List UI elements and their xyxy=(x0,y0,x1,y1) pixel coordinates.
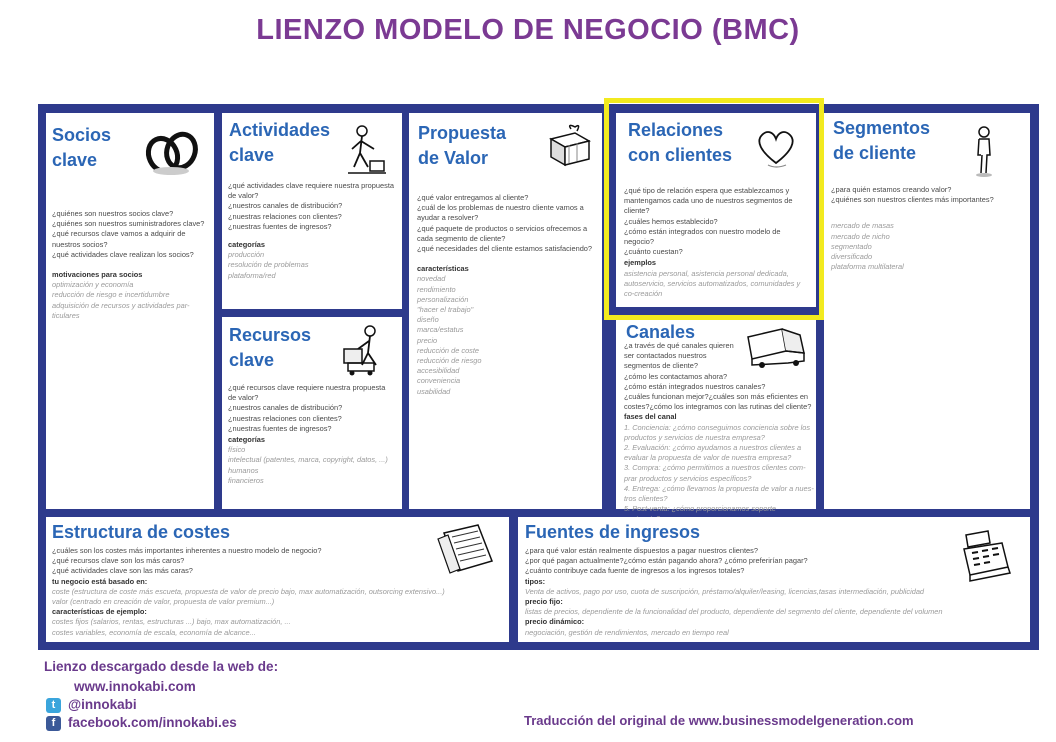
channels-item: 3. Compra: ¿cómo permitimos a nuestros clientes com-prar productos y servicios específicos? xyxy=(624,463,806,483)
costs-item: valor (centrado en creación de valor, propuesta de valor premium...) xyxy=(52,597,275,607)
segments-item: plataforma multilateral xyxy=(831,262,904,272)
chain-links-icon xyxy=(141,127,203,177)
channels-title: Canales xyxy=(626,322,696,342)
relationships-q: ¿cuánto cuestan? xyxy=(624,247,683,257)
revenue-sub: precio dinámico: xyxy=(525,617,585,627)
activities-title-1: Actividades xyxy=(229,120,331,140)
resources-q: ¿nuestras fuentes de ingresos? xyxy=(228,423,332,433)
revenue-item: negociación, gestión de rendimientos, mercado en tiempo real xyxy=(525,627,729,637)
value-q: ¿cuál de los problemas de nuestro cliente vamos a ayudar a resolver? xyxy=(417,203,584,223)
value-q: ¿qué valor entregamos al cliente? xyxy=(417,193,529,202)
segments-q: ¿quiénes son nuestros clientes más importantes? xyxy=(831,195,994,205)
revenue-item: Venta de activos, pago por uso, cuota de suscripción, préstamo/alquiler/leasing, licencias,tasas intermediación, publicidad xyxy=(525,586,925,596)
value-item: novedad xyxy=(417,274,446,284)
value-item: conveniencia xyxy=(417,376,461,386)
costs-title: Estructura de costes xyxy=(52,522,231,542)
revenue-q: ¿cuánto contribuye cada fuente de ingresos a los ingresos totales? xyxy=(525,566,745,576)
relationships-title-1: Relaciones xyxy=(628,120,724,140)
resources-q: ¿qué recursos clave requiere nuestra propuesta de valor? xyxy=(228,383,386,403)
relationships-sub: ejemplos xyxy=(624,258,657,268)
value-q: ¿qué paquete de productos o servicios ofrecemos a cada segmento de cliente? xyxy=(417,223,588,243)
value-item: diseño xyxy=(417,315,439,325)
value-item: usabilidad xyxy=(417,386,451,396)
resources-title xyxy=(229,323,311,373)
resources-content xyxy=(228,383,394,486)
channels-item: 4. Entrega: ¿cómo llevamos la propuesta de valor a nues-tros clientes? xyxy=(624,483,814,504)
activities-content xyxy=(228,181,394,281)
value-item: reducción de riesgo xyxy=(417,356,482,366)
activities-sub: categorías xyxy=(228,240,265,250)
channels-q: ¿a través de qué canales quieren ser contactados nuestros segmentos de cliente? xyxy=(624,341,734,371)
footer-site-link[interactable]: www.innokabi.com xyxy=(74,679,196,694)
channels-item: 1. Conciencia: ¿cómo conseguimos conciencia sobre los productos y servicios de nuestra empresa? xyxy=(624,422,811,442)
value-item: precio xyxy=(417,335,438,345)
box-cost-structure xyxy=(46,517,509,642)
relationships-item: asistencia personal, asistencia personal dedicada, autoservicio, servicios automatizados, comunidades y co-creación xyxy=(624,268,801,299)
value-item: "hacer el trabajo" xyxy=(417,305,474,315)
relationships-title-2: con clientes xyxy=(628,145,733,165)
value-sub: características xyxy=(417,264,469,274)
revenue-sub: tipos: xyxy=(525,576,546,586)
resources-q: ¿nuestras relaciones con clientes? xyxy=(228,413,342,423)
costs-item: costes fijos (salarios, rentas, estructuras ...) bajo, max automatización, ... xyxy=(52,617,291,627)
revenue-content xyxy=(525,546,995,638)
costs-sub: características de ejemplo: xyxy=(52,607,147,617)
resources-item: intelectual (patentes, marca, copyright, datos, ...) xyxy=(228,455,388,465)
revenue-item: listas de precios, dependiente de la funcionalidad del producto, dependiente del segmento del cliente, dependiente del volumen xyxy=(525,607,943,617)
revenue-sub: precio fijo: xyxy=(525,597,563,607)
revenue-q: ¿para qué valor están realmente dispuestos a pagar nuestros clientes? xyxy=(525,546,758,555)
costs-q: ¿qué actividades clave son las más caras? xyxy=(52,566,193,576)
value-item: rendimiento xyxy=(417,284,456,294)
segments-title xyxy=(833,116,930,166)
value-content xyxy=(417,193,597,397)
segments-q: ¿para quién estamos creando valor? xyxy=(831,185,952,194)
costs-sub: tu negocio está basado en: xyxy=(52,576,148,586)
channels-q: ¿cuáles funcionan mejor?¿cuáles son más eficientes en costes?¿cómo los integramos con las rutinas del cliente? xyxy=(624,392,812,412)
segments-item: mercado de masas xyxy=(831,221,894,231)
partners-sub: motivaciones para socios xyxy=(52,270,143,280)
activities-item: producción xyxy=(228,250,265,260)
relationships-q: ¿cómo están integrados con nuestro modelo de negocio? xyxy=(624,226,781,247)
value-item: personalización xyxy=(417,294,469,304)
segments-item: diversificado xyxy=(831,252,873,262)
facebook-icon: f xyxy=(46,716,61,731)
resources-title-1: Recursos xyxy=(229,325,312,345)
resources-title-2: clave xyxy=(229,350,275,370)
partners-item: reducción de riesgo e incertidumbre xyxy=(52,290,170,300)
box-key-partners xyxy=(46,113,214,509)
channels-content xyxy=(624,341,814,525)
activities-q: ¿nuestros canales de distribución? xyxy=(228,201,343,211)
resources-item: físico xyxy=(228,445,246,455)
costs-q: ¿qué recursos clave son los más caros? xyxy=(52,556,185,566)
resources-q: ¿nuestros canales de distribución? xyxy=(228,403,343,413)
activities-q: ¿qué actividades clave requiere nuestra propuesta de valor? xyxy=(228,181,394,201)
partners-content xyxy=(52,209,208,321)
partners-q: ¿quiénes son nuestros socios clave? xyxy=(52,209,174,218)
costs-item: costes variables, economía de escala, economía de alcance... xyxy=(52,627,256,637)
box-key-resources xyxy=(222,317,402,509)
partners-q: ¿quiénes son nuestros suministradores clave? xyxy=(52,219,205,229)
revenue-title: Fuentes de ingresos xyxy=(525,522,701,542)
value-item: accesibilidad xyxy=(417,366,460,376)
partners-q: ¿qué recursos clave vamos a adquirir de nuestros socios? xyxy=(52,229,186,249)
value-title xyxy=(418,121,506,171)
value-item: marca/estatus xyxy=(417,325,464,335)
value-q: ¿qué necesidades del cliente estamos satisfaciendo? xyxy=(417,244,593,254)
costs-content xyxy=(52,546,492,638)
costs-q: ¿cuáles son los costes más importantes inherentes a nuestro modelo de negocio? xyxy=(52,546,322,555)
resources-item: financieros xyxy=(228,475,264,485)
revenue-q: ¿por qué pagan actualmente?¿cómo están pagando ahora? ¿cómo preferirían pagar? xyxy=(525,556,808,566)
box-value-proposition xyxy=(409,113,602,509)
resources-sub: categorías xyxy=(228,435,265,445)
box-key-activities xyxy=(222,113,402,309)
relationships-q: ¿qué tipo de relación espera que establezcamos y mantengamos cada uno de nuestros segmentos de cliente? xyxy=(624,186,793,216)
activities-item: resolución de problemas xyxy=(228,260,309,270)
segments-item: segmentado xyxy=(831,241,872,251)
channels-q: ¿cómo están integrados nuestros canales? xyxy=(624,381,766,391)
activities-title-2: clave xyxy=(229,145,275,165)
resources-item: humanos xyxy=(228,465,259,475)
partners-title xyxy=(52,123,111,173)
partners-q: ¿qué actividades clave realizan los socios? xyxy=(52,249,194,259)
footer-facebook-link[interactable]: facebook.com/innokabi.es xyxy=(68,715,237,730)
value-title-2: de Valor xyxy=(418,148,489,168)
segments-item: mercado de nicho xyxy=(831,231,890,241)
highlight-frame xyxy=(604,98,824,320)
partners-title-2: clave xyxy=(52,150,98,170)
costs-item: coste (estructura de coste más escueta, propuesta de valor de precio bajo, max automatización, outsorcing extensivo...) xyxy=(52,586,445,596)
footer-translation: Traducción del original de www.businessmodelgeneration.com xyxy=(524,713,914,728)
person-icon xyxy=(970,125,998,177)
activities-item: plataforma/red xyxy=(228,270,276,280)
value-title-1: Propuesta xyxy=(418,123,507,143)
partners-item: optimización y economía xyxy=(52,280,134,290)
box-revenue-streams xyxy=(518,517,1030,642)
partners-title-1: Socios xyxy=(52,125,112,145)
segments-title-1: Segmentos xyxy=(833,118,931,138)
worker-activity-icon xyxy=(344,123,390,179)
page-title: LIENZO MODELO DE NEGOCIO (BMC) xyxy=(256,14,800,46)
channels-item: 5. Post-venta: ¿cómo proporcionamos soporte xyxy=(624,504,776,514)
segments-title-2: de cliente xyxy=(833,143,917,163)
box-channels xyxy=(616,317,816,514)
worker-resources-icon xyxy=(340,323,392,379)
channels-item: 2. Evaluación: ¿cómo ayudamos a nuestros clientes a evaluar la propuesta de valor de nuestra empresa? xyxy=(624,443,802,463)
twitter-icon: t xyxy=(46,698,61,713)
activities-q: ¿nuestras relaciones con clientes? xyxy=(228,211,342,221)
footer-downloaded: Lienzo descargado desde la web de: xyxy=(44,659,279,674)
channels-sub: fases del canal xyxy=(624,412,677,422)
relationships-q: ¿cuáles hemos establecido? xyxy=(624,216,718,226)
footer-twitter-link[interactable]: @innokabi xyxy=(68,697,137,712)
partners-item: adquisición de recursos y actividades par-ticulares xyxy=(52,300,190,320)
gift-box-icon xyxy=(545,123,595,169)
activities-q: ¿nuestras fuentes de ingresos? xyxy=(228,221,332,231)
activities-title xyxy=(229,118,330,168)
box-customer-segments xyxy=(824,113,1030,509)
value-item: reducción de coste xyxy=(417,345,480,355)
channels-q: ¿cómo les contactamos ahora? xyxy=(624,371,728,381)
segments-content xyxy=(831,185,1027,272)
